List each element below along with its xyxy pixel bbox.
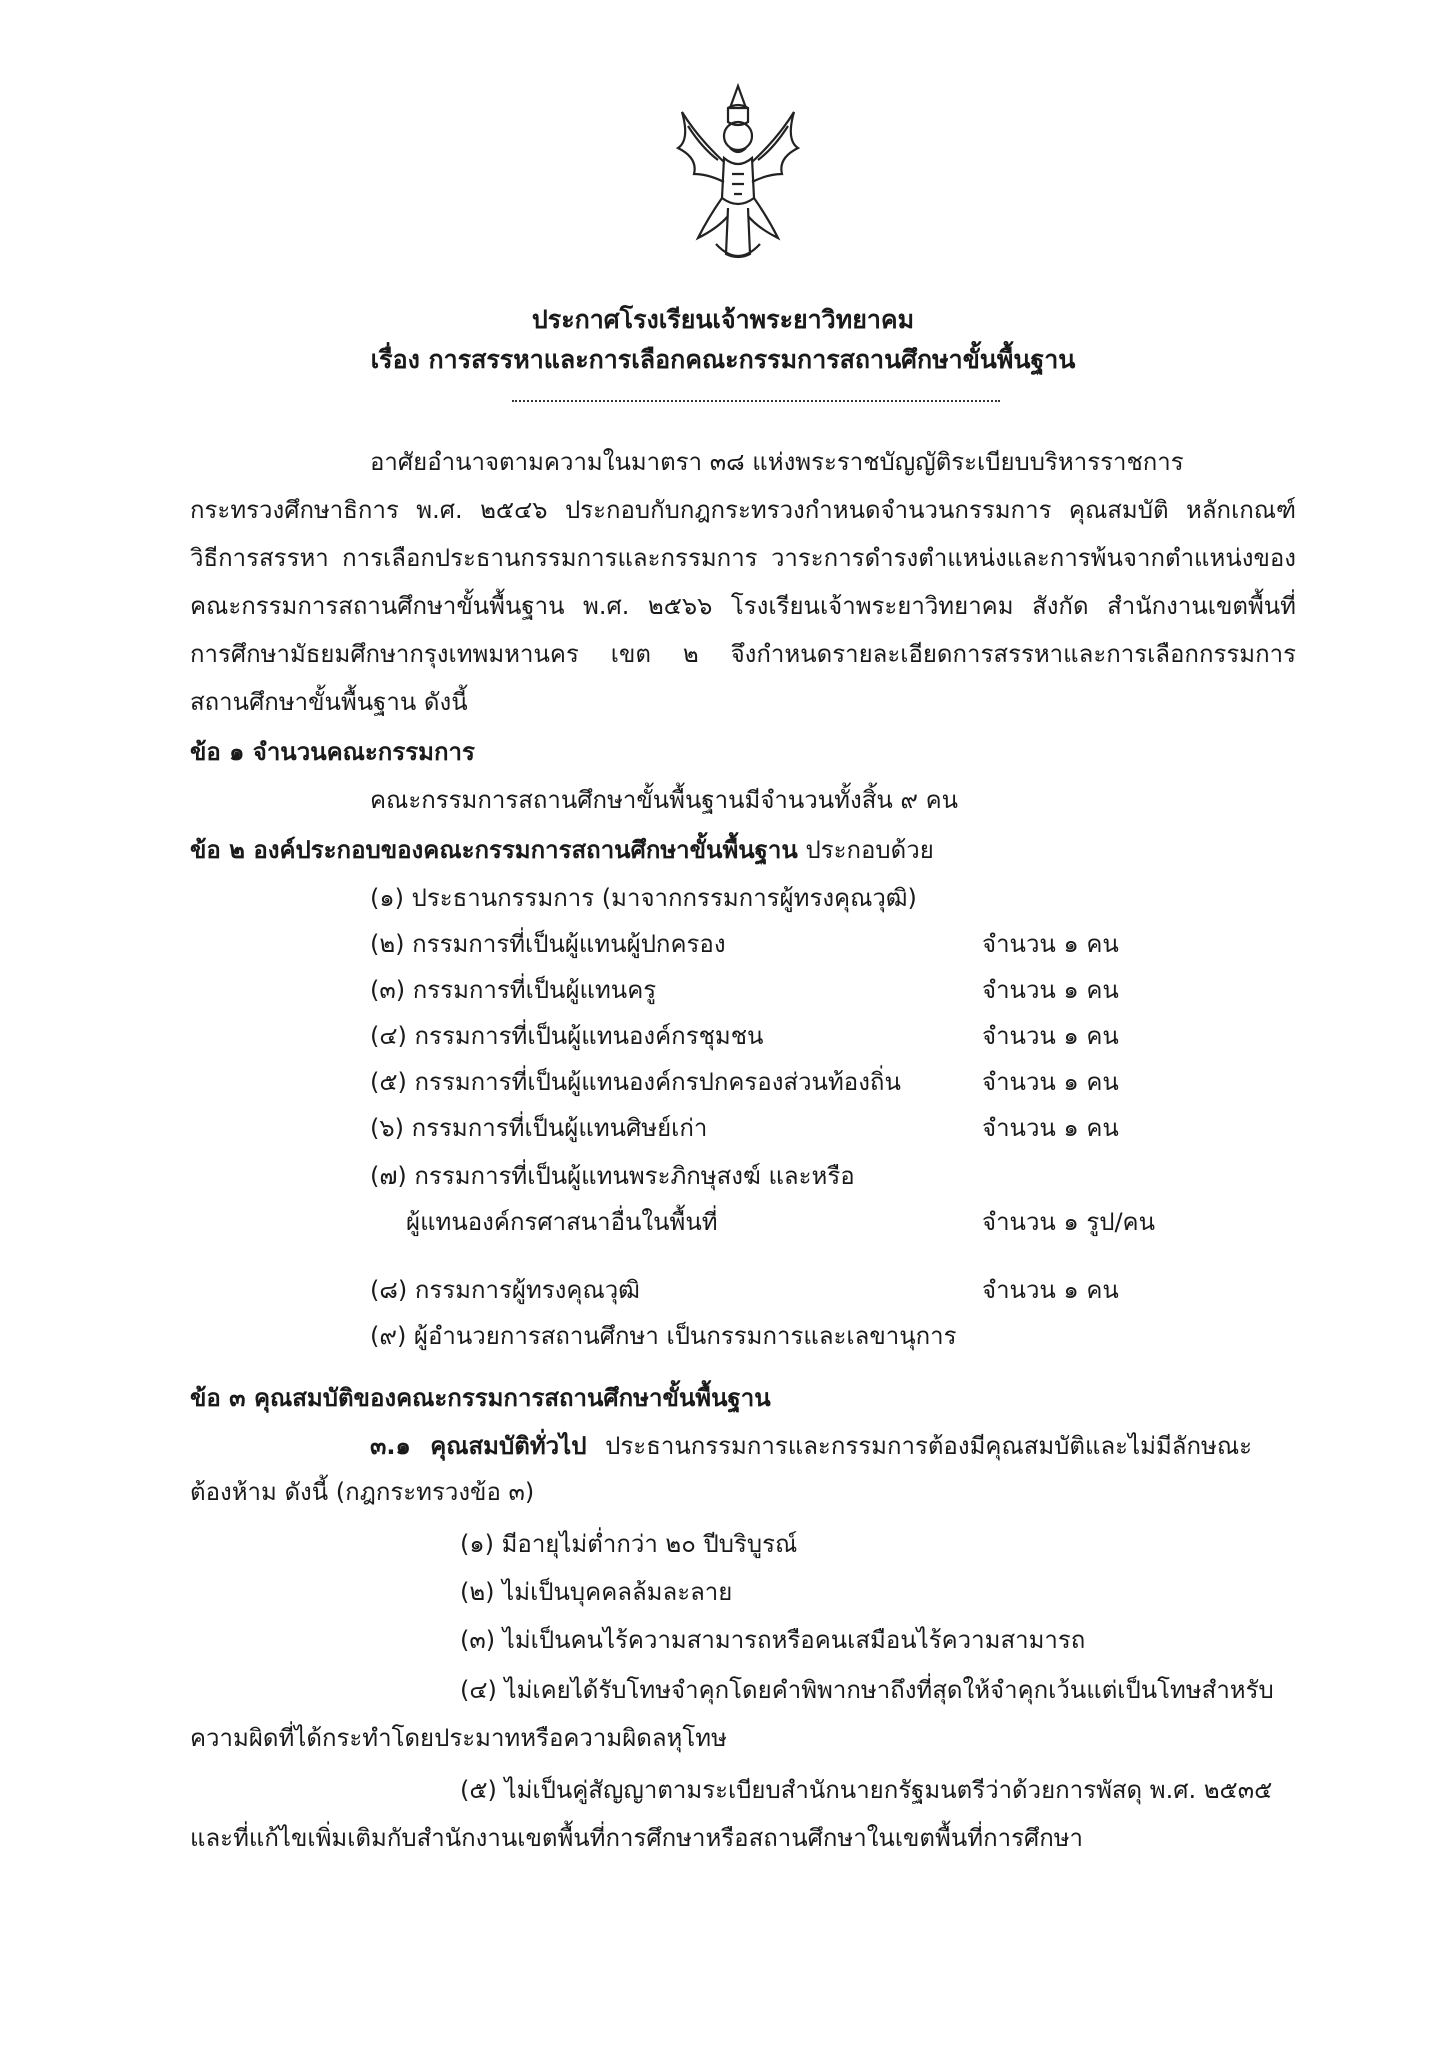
qualification-3: (๓) ไม่เป็นคนไร้ความสามารถหรือคนเสมือนไร้ความสามารถ [460,1626,1086,1654]
qualification-2: (๒) ไม่เป็นบุคคลล้มละลาย [460,1578,733,1606]
member-item-4-amount: จำนวน ๑ คน [982,1022,1119,1050]
member-item-7: (๗) กรรมการที่เป็นผู้แทนพระภิกษุสงฆ์ และหรือ [370,1162,855,1190]
intro-line-5: การศึกษามัธยมศึกษากรุงเทพมหานคร เขต ๒ จึงกำหนดรายละเอียดการสรรหาและการเลือกกรรมการ [190,640,1296,668]
member-item-6-amount: จำนวน ๑ คน [982,1114,1119,1142]
intro-line-2: กระทรวงศึกษาธิการ พ.ศ. ๒๕๔๖ ประกอบกับกฎกระทรวงกำหนดจำนวนกรรมการ คุณสมบัติ หลักเกณฑ์ [190,496,1296,524]
intro-line-1: อาศัยอำนาจตามความในมาตรา ๓๘ แห่งพระราชบัญญัติระเบียบบริหารราชการ [370,448,1184,476]
member-item-2-amount: จำนวน ๑ คน [982,930,1119,958]
member-item-6: (๖) กรรมการที่เป็นผู้แทนศิษย์เก่า [370,1114,708,1142]
member-item-7-cont: ผู้แทนองค์กรศาสนาอื่นในพื้นที่ [406,1208,718,1236]
section1-body: คณะกรรมการสถานศึกษาขั้นพื้นฐานมีจำนวนทั้งสิ้น ๙ คน [370,786,959,814]
member-item-1: (๑) ประธานกรรมการ (มาจากกรรมการผู้ทรงคุณวุฒิ) [370,884,917,912]
section3-sub-text: ประธานกรรมการและกรรมการต้องมีคุณสมบัติและไม่มีลักษณะ [605,1432,1252,1460]
section3-sub-title: ๓.๑ คุณสมบัติทั่วไป [370,1432,587,1460]
intro-line-4: คณะกรรมการสถานศึกษาขั้นพื้นฐาน พ.ศ. ๒๕๖๖ โรงเรียนเจ้าพระยาวิทยาคม สังกัด สำนักงานเขตพื้นที่ [190,592,1296,620]
section2-title-row [190,834,934,866]
member-item-4: (๔) กรรมการที่เป็นผู้แทนองค์กรชุมชน [370,1022,764,1050]
qualification-4-cont: ความผิดที่ได้กระทำโดยประมาทหรือความผิดลหุโทษ [190,1724,727,1752]
garuda-emblem [668,78,808,268]
section2-title-suffix: ประกอบด้วย [805,836,934,864]
member-item-2: (๒) กรรมการที่เป็นผู้แทนผู้ปกครอง [370,930,726,958]
separator-dotted-line [512,400,1000,402]
member-item-8-amount: จำนวน ๑ คน [982,1276,1119,1304]
section3-sub-text-cont: ต้องห้าม ดังนี้ (กฎกระทรวงข้อ ๓) [190,1478,535,1506]
qualification-5: (๕) ไม่เป็นคู่สัญญาตามระเบียบสำนักนายกรัฐมนตรีว่าด้วยการพัสดุ พ.ศ. ๒๕๓๕ [460,1776,1273,1804]
member-item-9: (๙) ผู้อำนวยการสถานศึกษา เป็นกรรมการและเลขานุการ [370,1322,957,1350]
member-item-5-amount: จำนวน ๑ คน [982,1068,1119,1096]
qualification-4: (๔) ไม่เคยได้รับโทษจำคุกโดยคำพิพากษาถึงที่สุดให้จำคุกเว้นแต่เป็นโทษสำหรับ [460,1676,1274,1704]
intro-line-3: วิธีการสรรหา การเลือกประธานกรรมการและกรรมการ วาระการดำรงตำแหน่งและการพ้นจากตำแหน่งของ [190,544,1296,572]
intro-line-6: สถานศึกษาขั้นพื้นฐาน ดังนี้ [190,688,468,716]
announcement-subject: เรื่อง การสรรหาและการเลือกคณะกรรมการสถานศึกษาขั้นพื้นฐาน [370,345,1076,374]
section3-title: ข้อ ๓ คุณสมบัติของคณะกรรมการสถานศึกษาขั้นพื้นฐาน [190,1384,771,1412]
member-item-5: (๕) กรรมการที่เป็นผู้แทนองค์กรปกครองส่วนท้องถิ่น [370,1068,901,1096]
section2-title: ข้อ ๒ องค์ประกอบของคณะกรรมการสถานศึกษาขั้นพื้นฐาน [190,836,798,864]
member-item-7-amount: จำนวน ๑ รูป/คน [982,1208,1155,1236]
member-item-8: (๘) กรรมการผู้ทรงคุณวุฒิ [370,1276,640,1304]
member-item-3-amount: จำนวน ๑ คน [982,976,1119,1004]
qualification-5-cont: และที่แก้ไขเพิ่มเติมกับสำนักงานเขตพื้นที่การศึกษาหรือสถานศึกษาในเขตพื้นที่การศึกษา [190,1824,1084,1852]
qualification-1: (๑) มีอายุไม่ต่ำกว่า ๒๐ ปีบริบูรณ์ [460,1530,798,1558]
announcement-heading: ประกาศโรงเรียนเจ้าพระยาวิทยาคม [531,305,915,334]
section1-title: ข้อ ๑ จำนวนคณะกรรมการ [190,738,475,766]
section3-sub-row [370,1430,1252,1462]
member-item-3: (๓) กรรมการที่เป็นผู้แทนครู [370,976,657,1004]
